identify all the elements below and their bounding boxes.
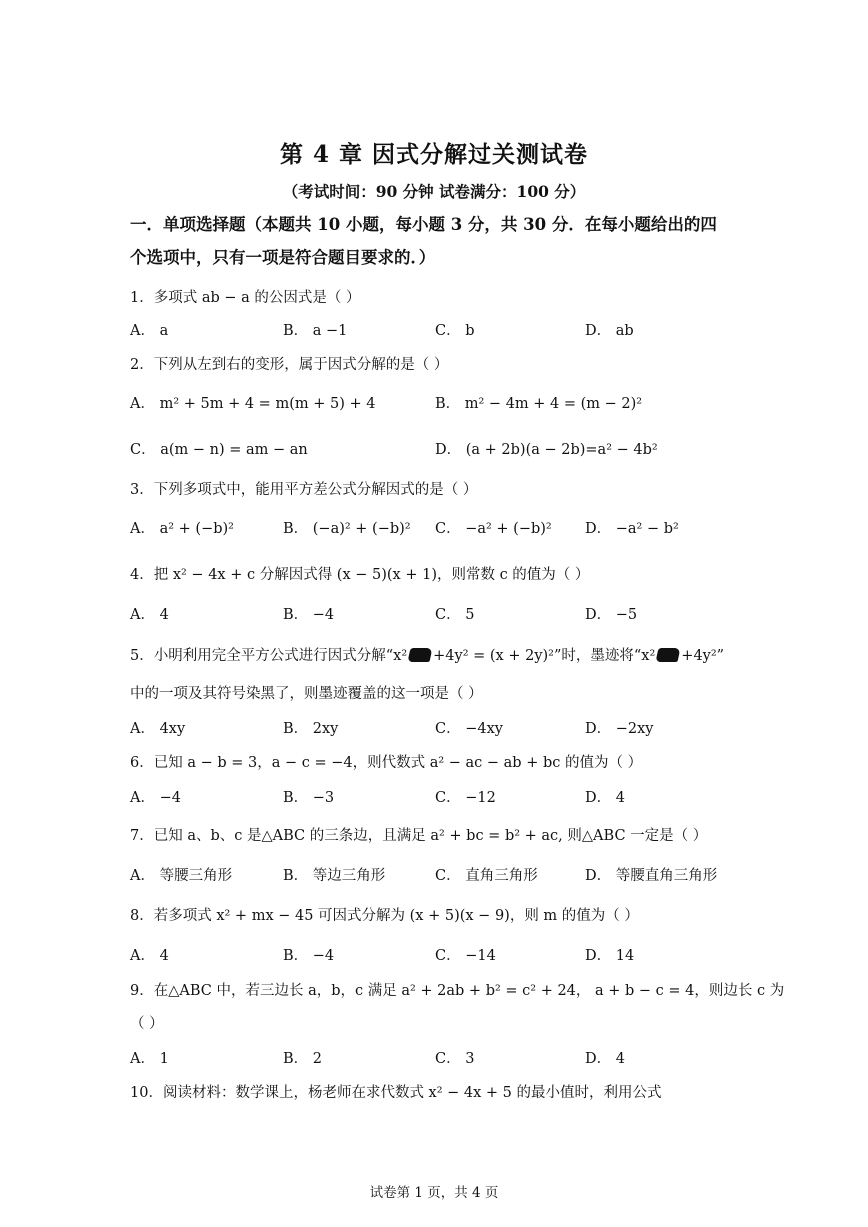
question-9-option-c: C． 3 xyxy=(435,1051,475,1067)
question-7-option-b: B． 等边三角形 xyxy=(283,868,386,884)
question-5-option-c: C． −4xy xyxy=(435,721,503,737)
question-2-stem: 2．下列从左到右的变形，属于因式分解的是（ ） xyxy=(130,357,449,373)
section-heading-line1: 一．单项选择题（本题共 10 小题，每小题 3 分，共 30 分．在每小题给出的四 xyxy=(130,215,717,234)
question-5-option-d: D． −2xy xyxy=(585,721,654,737)
question-4-stem: 4．把 x² − 4x + c 分解因式得 (x − 5)(x + 1)，则常数 c 的值为（ ） xyxy=(130,567,590,583)
question-9-stem: 9．在△ABC 中，若三边长 a，b，c 满足 a² + 2ab + b² = c² + 24， a + b − c = 4，则边长 c 为 xyxy=(130,983,785,999)
question-3-option-b: B． (−a)² + (−b)² xyxy=(283,521,411,537)
question-9-option-d: D． 4 xyxy=(585,1051,625,1067)
question-1-option-d: D． ab xyxy=(585,323,634,339)
question-4-option-b: B． −4 xyxy=(283,607,335,623)
question-8-stem: 8．若多项式 x² + mx − 45 可因式分解为 (x + 5)(x − 9)，则 m 的值为（ ） xyxy=(130,908,639,924)
question-3-option-d: D． −a² − b² xyxy=(585,521,679,537)
question-1-option-a: A． a xyxy=(130,323,169,339)
question-2-option-a: A． m² + 5m + 4 = m(m + 5) + 4 xyxy=(130,396,376,412)
question-5-stem-part3: +4y²” xyxy=(681,648,725,664)
question-6-option-c: C． −12 xyxy=(435,790,496,806)
question-8-option-b: B． −4 xyxy=(283,948,335,964)
question-9-option-b: B． 2 xyxy=(283,1051,322,1067)
question-1-stem: 1．多项式 ab − a 的公因式是（ ） xyxy=(130,290,361,306)
section-heading-line2: 个选项中，只有一项是符合题目要求的．） xyxy=(130,248,436,267)
question-6-option-d: D． 4 xyxy=(585,790,625,806)
question-5-stem xyxy=(130,644,750,665)
exam-title: 第 4 章 因式分解过关测试卷 xyxy=(279,141,589,168)
question-3-stem: 3．下列多项式中，能用平方差公式分解因式的是（ ） xyxy=(130,482,478,498)
question-5-option-b: B． 2xy xyxy=(283,721,339,737)
question-5-stem-part2: +4y² = (x + 2y)²”时，墨迹将“x² xyxy=(433,648,656,664)
question-7-stem: 7．已知 a、b、c 是△ABC 的三条边，且满足 a² + bc = b² + ac, 则△ABC 一定是（ ） xyxy=(130,828,708,844)
question-3-option-c: C． −a² + (−b)² xyxy=(435,521,552,537)
question-5-stem-line2: 中的一项及其符号染黑了，则墨迹覆盖的这一项是（ ） xyxy=(130,686,483,702)
question-4-option-d: D． −5 xyxy=(585,607,638,623)
page-footer: 试卷第 1 页，共 4 页 xyxy=(369,1185,499,1201)
question-5-option-a: A． 4xy xyxy=(130,721,186,737)
question-6-stem: 6．已知 a − b = 3，a − c = −4，则代数式 a² − ac − ab + bc 的值为（ ） xyxy=(130,755,643,771)
question-8-option-a: A． 4 xyxy=(130,948,169,964)
question-10-stem: 10．阅读材料：数学课上，杨老师在求代数式 x² − 4x + 5 的最小值时，利用公式 xyxy=(130,1085,662,1101)
question-6-option-a: A． −4 xyxy=(130,790,181,806)
question-2-option-c: C． a(m − n) = am − an xyxy=(130,442,308,458)
question-2-option-d: D． (a + 2b)(a − 2b)=a² − 4b² xyxy=(435,442,658,458)
question-1-option-c: C． b xyxy=(435,323,475,339)
question-7-option-a: A． 等腰三角形 xyxy=(130,868,233,884)
question-1-option-b: B． a −1 xyxy=(283,323,348,339)
question-4-option-c: C． 5 xyxy=(435,607,475,623)
question-5-stem-part1: 5．小明利用完全平方公式进行因式分解“x² xyxy=(130,648,408,664)
question-8-option-d: D． 14 xyxy=(585,948,635,964)
ink-blot-icon xyxy=(656,648,681,662)
question-4-option-a: A． 4 xyxy=(130,607,169,623)
question-9-stem-line2: （ ） xyxy=(130,1016,164,1032)
question-8-option-c: C． −14 xyxy=(435,948,496,964)
question-6-option-b: B． −3 xyxy=(283,790,335,806)
exam-subtitle: （考试时间：90 分钟 试卷满分：100 分） xyxy=(282,182,586,201)
question-2-option-b: B． m² − 4m + 4 = (m − 2)² xyxy=(435,396,643,412)
ink-blot-icon xyxy=(408,648,433,662)
question-3-option-a: A． a² + (−b)² xyxy=(130,521,234,537)
question-9-option-a: A． 1 xyxy=(130,1051,169,1067)
question-7-option-c: C． 直角三角形 xyxy=(435,868,538,884)
question-7-option-d: D． 等腰直角三角形 xyxy=(585,868,718,884)
